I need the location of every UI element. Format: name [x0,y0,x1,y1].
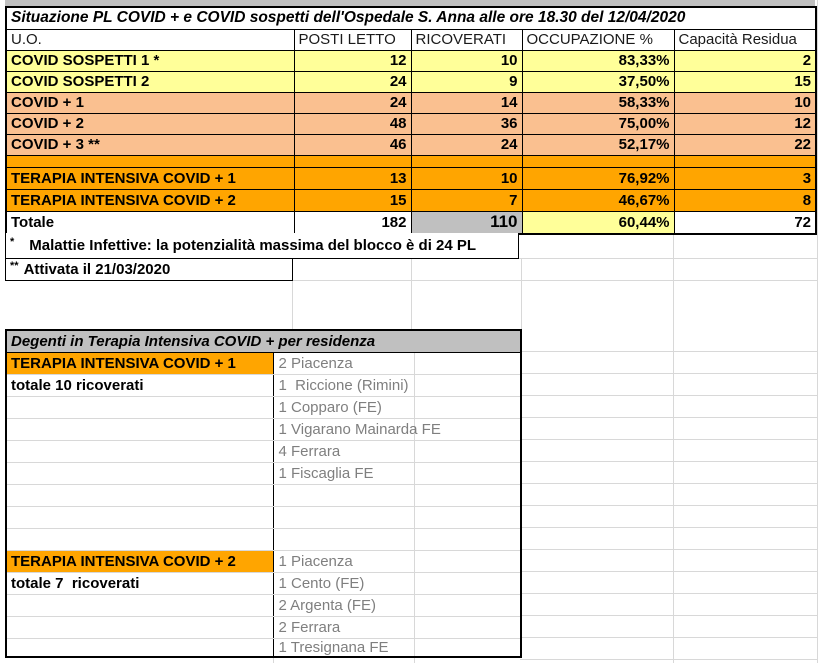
col-header-occupazione[interactable]: OCCUPAZIONE % [522,29,674,50]
cell-ricoverati[interactable]: 10 [411,167,522,189]
cell-uo[interactable]: COVID + 3 ** [6,134,294,155]
cell-group-subtitle[interactable]: totale 10 ricoverati [6,375,273,397]
footnote-attivata[interactable] [5,259,293,281]
cell-ricoverati[interactable]: 7 [411,189,522,211]
cell-posti-letto[interactable]: 13 [294,167,411,189]
footnote-marker: * [10,235,15,248]
gridline-rows [520,330,817,663]
cell-empty[interactable] [6,419,273,441]
cell-capacita[interactable]: 3 [674,167,816,189]
footnote-marker: ** [10,259,19,272]
cell-residence[interactable]: 2 Ferrara [273,617,521,639]
cell-empty[interactable] [6,397,273,419]
cell-group-subtitle[interactable]: totale 7 ricoverati [6,573,273,595]
cell-ricoverati[interactable]: 14 [411,92,522,113]
table-row [6,419,521,441]
cell-ricoverati[interactable]: 36 [411,113,522,134]
table-row [6,113,816,134]
table-row [6,529,521,551]
cell-capacita[interactable]: 15 [674,71,816,92]
cell-residence[interactable]: 1 Riccione (Rimini) [273,375,521,397]
cell-occupazione[interactable]: 58,33% [522,92,674,113]
table-row [6,7,816,29]
table-header-row [6,29,816,50]
cell-empty[interactable] [6,441,273,463]
cell-group-label[interactable]: TERAPIA INTENSIVA COVID + 2 [6,551,273,573]
occupancy-table [5,6,817,235]
table-row [6,595,521,617]
table-row [6,50,816,71]
sheet-title[interactable]: Situazione PL COVID + e COVID sospetti dell'Ospedale S. Anna alle ore 18.30 del 12/04/2020 [6,7,816,29]
spacer-cell[interactable] [674,155,816,167]
cell-uo[interactable]: TERAPIA INTENSIVA COVID + 1 [6,167,294,189]
cell-empty[interactable] [6,463,273,485]
cell-uo[interactable]: COVID SOSPETTI 1 * [6,50,294,71]
orange-spacer-row [6,155,816,167]
cell-empty[interactable] [6,507,273,529]
cell-occupazione[interactable]: 52,17% [522,134,674,155]
cell-uo[interactable]: COVID + 1 [6,92,294,113]
cell-ricoverati[interactable]: 24 [411,134,522,155]
cell-uo[interactable]: COVID SOSPETTI 2 [6,71,294,92]
cell-empty[interactable] [6,595,273,617]
spacer-cell[interactable] [411,155,522,167]
cell-residence[interactable]: 1 Piacenza [273,551,521,573]
cell-ricoverati[interactable]: 9 [411,71,522,92]
table-row [6,397,521,419]
spacer-cell[interactable] [522,155,674,167]
gridline [292,280,817,281]
cell-capacita[interactable]: 8 [674,189,816,211]
col-header-uo[interactable]: U.O. [6,29,294,50]
gridline [817,0,818,663]
cell-posti-letto[interactable]: 46 [294,134,411,155]
cell-residence[interactable]: 4 Ferrara [273,441,521,463]
cell-capacita[interactable]: 22 [674,134,816,155]
cell-capacita[interactable]: 10 [674,92,816,113]
cell-empty[interactable] [273,485,521,507]
cell-residence[interactable]: 1 Fiscaglia FE [273,463,521,485]
table-row [6,92,816,113]
col-header-capacita[interactable]: Capacità Residua [674,29,816,50]
cell-empty[interactable] [273,507,521,529]
cell-ricoverati[interactable]: 10 [411,50,522,71]
cell-occupazione[interactable]: 76,92% [522,167,674,189]
table-row [6,134,816,155]
cell-posti-letto[interactable]: 12 [294,50,411,71]
cell-residence[interactable]: 1 Vigarano Mainarda FE [273,419,521,441]
cell-residence[interactable]: 2 Argenta (FE) [273,595,521,617]
footnote-text: Attivata il 21/03/2020 [23,261,171,278]
col-header-posti-letto[interactable]: POSTI LETTO [294,29,411,50]
table-row [6,485,521,507]
table-row [6,353,521,375]
col-header-ricoverati[interactable]: RICOVERATI [411,29,522,50]
cell-empty[interactable] [6,485,273,507]
cell-empty[interactable] [6,529,273,551]
footnote-malattie-infettive[interactable] [5,233,519,259]
cell-total-capacita[interactable]: 72 [674,211,816,234]
residence-header-row [6,330,521,353]
cell-group-label[interactable]: TERAPIA INTENSIVA COVID + 1 [6,353,273,375]
table-row [6,441,521,463]
spacer-cell[interactable] [294,155,411,167]
table-row [6,167,816,189]
cell-residence[interactable]: 2 Piacenza [273,353,521,375]
table-row [6,617,521,639]
cell-total-label[interactable]: Totale [6,211,294,234]
cell-capacita[interactable]: 2 [674,50,816,71]
table-row [6,189,816,211]
cell-total-occupazione[interactable]: 60,44% [522,211,674,234]
cell-empty[interactable] [6,639,273,658]
cell-occupazione[interactable]: 37,50% [522,71,674,92]
table-row [6,71,816,92]
cell-posti-letto[interactable]: 24 [294,92,411,113]
cell-occupazione[interactable]: 83,33% [522,50,674,71]
gridline [519,258,817,259]
table-row [6,639,521,658]
gridline [411,259,412,330]
cell-occupazione[interactable]: 46,67% [522,189,674,211]
cell-occupazione[interactable]: 75,00% [522,113,674,134]
cell-uo[interactable]: COVID + 2 [6,113,294,134]
residence-table [5,329,522,658]
cell-capacita[interactable]: 12 [674,113,816,134]
table-row [6,375,521,397]
cell-total-posti-letto[interactable]: 182 [294,211,411,234]
table-row [6,573,521,595]
table-row [6,507,521,529]
cell-empty[interactable] [6,617,273,639]
cell-posti-letto[interactable]: 48 [294,113,411,134]
cell-residence[interactable]: 1 Tresignana FE [273,639,521,658]
gridline [292,281,293,330]
cell-posti-letto[interactable]: 15 [294,189,411,211]
cell-residence[interactable]: 1 Copparo (FE) [273,397,521,419]
cell-empty[interactable] [273,529,521,551]
table-row [6,551,521,573]
cell-posti-letto[interactable]: 24 [294,71,411,92]
table-row [6,463,521,485]
gridline [521,259,522,330]
total-row [6,211,816,234]
spacer-cell[interactable] [6,155,294,167]
cell-uo[interactable]: TERAPIA INTENSIVA COVID + 2 [6,189,294,211]
footnote-text: Malattie Infettive: la potenzialità massima del blocco è di 24 PL [29,237,477,254]
cell-total-ricoverati[interactable]: 110 [411,211,522,234]
residence-section-title[interactable]: Degenti in Terapia Intensiva COVID + per residenza [6,330,521,353]
cell-residence[interactable]: 1 Cento (FE) [273,573,521,595]
